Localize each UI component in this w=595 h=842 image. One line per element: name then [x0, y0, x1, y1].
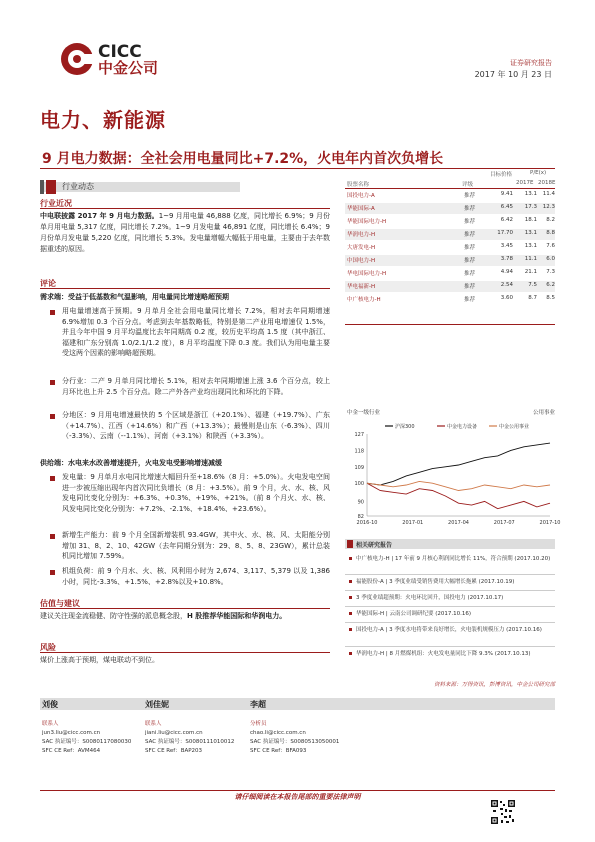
divider [40, 168, 555, 169]
bullet-icon [349, 557, 352, 560]
divider [345, 646, 555, 647]
valuation-text [40, 611, 330, 622]
related-report[interactable] [349, 578, 554, 586]
divider [40, 608, 330, 609]
analyst-email[interactable]: chao.li@cicc.com.cn [250, 730, 306, 736]
x-tick-label: 2017-10 [539, 520, 561, 526]
stock-rating: 推荐 [464, 297, 476, 303]
section-tag: 行业动态 [62, 182, 94, 191]
table-row [345, 190, 555, 201]
y-tick-label: 109 [354, 464, 364, 471]
related-report-text: 福能股份-A | 3 季度业绩受销售费用大幅增长拖累 (2017.10.19) [356, 579, 515, 585]
bullet-icon [50, 380, 55, 385]
bullet-icon [349, 612, 352, 615]
analyst-sfc: SFC CE Ref：BFA093 [250, 748, 307, 754]
legend-label: 中金电力设备 [447, 424, 478, 430]
analyst-email[interactable]: jun3.liu@cicc.com.cn [42, 730, 101, 736]
bullet-icon [349, 580, 352, 583]
table-row [345, 216, 555, 227]
stock-rating: 推荐 [464, 206, 476, 212]
stock-pe-2017: 8.7 [528, 295, 537, 301]
x-tick-label: 2017-04 [448, 520, 469, 526]
stock-name: 华电福新-H [347, 284, 376, 290]
stock-pe-2017: 13.1 [524, 230, 537, 236]
stock-pe-2017: 13.1 [524, 243, 537, 249]
divider [345, 590, 555, 591]
related-report[interactable] [349, 594, 554, 602]
stock-price: 3.78 [500, 256, 513, 262]
bullet-load: 机组负荷：前 9 个月水、火、核、风利用小时为 2,674、3,117、5,379 以及 1,386 小时，同比-3.3%、+1.5%、+2.8%以及+10.8%。 [62, 567, 330, 586]
analyst-sac: SAC 执证编号：S0080513050001 [250, 739, 340, 745]
bullet-icon [50, 414, 55, 419]
related-report[interactable] [349, 555, 554, 563]
related-report[interactable] [349, 626, 554, 634]
related-report-text: 华能国际-H | 云南公司调研纪要 (2017.10.16) [356, 611, 472, 617]
related-heading-mark [347, 540, 353, 548]
stock-name: 华电国际电力-H [347, 271, 387, 277]
legal-notice[interactable]: 请仔细阅读在本报告尾部的重要法律声明 [234, 793, 361, 801]
stock-pe-2018: 6.0 [546, 256, 555, 262]
comment-heading: 评论 [40, 279, 56, 288]
table-header-stock: 股票名称 [347, 182, 370, 188]
bullet-icon [50, 310, 55, 315]
section-tag-mark [40, 180, 44, 194]
divider [345, 622, 555, 623]
doc-type: 证券研究报告 [510, 59, 552, 67]
stock-name: 华能国际电力-H [347, 219, 387, 225]
page-subtitle: 9 月电力数据：全社会用电量同比+7.2%，火电年内首次负增长 [42, 151, 444, 167]
y-tick-label: 127 [354, 432, 364, 438]
stock-name: 中国电力-H [347, 258, 376, 264]
divider [40, 790, 555, 791]
series-line [367, 443, 550, 485]
logo-en: CICC [98, 42, 142, 62]
table-row [345, 281, 555, 292]
supply-subheading: 供给端：水电来水改善增速提升，火电发电受影响增速减缓 [40, 459, 222, 467]
stock-rating: 推荐 [464, 232, 476, 238]
table-header-pe: P/E(x) [530, 170, 547, 176]
bullet-region: 分地区：9 月用电增速最快的 5 个区域是浙江（+20.1%）、福建（+19.7%）、广东（+14.7%）、江西（+14.6%）和广西（+13.3%）；最慢则是山东（-6.3%）、四川（-3.3%）、云南（--1.1%）、河南（+3.1%）和陕西（+3.3%）。 [62, 411, 330, 440]
y-tick-label: 100 [354, 481, 364, 488]
stock-price: 3.45 [500, 243, 513, 249]
valuation-heading: 估值与建议 [40, 599, 80, 608]
table-row [345, 255, 555, 266]
stock-pe-2018: 8.8 [546, 230, 555, 236]
table-header-target: 目标价格 [489, 172, 512, 178]
bullet-capacity: 新增生产能力：前 9 个月全国新增装机 93.4GW，其中火、水、核、风、太阳能分别增加 31、8、2、10、42GW（去年同期分别为：29、8、5、8、23GW），累计总装机同比增加 7.59%。 [62, 531, 330, 560]
analyst-sfc: SFC CE Ref：BAP203 [145, 748, 203, 754]
stock-rating: 推荐 [464, 284, 476, 290]
stock-pe-2018: 8.5 [546, 295, 555, 301]
divider [40, 208, 330, 209]
section-tag-mark-red [46, 180, 56, 194]
series-line [367, 481, 550, 490]
recent-heading: 行业近况 [40, 199, 72, 208]
divider [40, 288, 330, 289]
bullet-icon [50, 570, 55, 575]
legend-label: 中金公用事业 [499, 424, 530, 430]
stock-name: 华能国际-A [347, 206, 375, 212]
stock-price: 6.45 [500, 204, 513, 210]
report-date: 2017 年 10 月 23 日 [474, 70, 552, 79]
bullet-industry: 分行业：二产 9 月单月同比增长 5.1%，相对去年同期增速上涨 3.6 个百分点，较上月环比也上升 2.5 个百分点。除二产外各产业均出现同比和环比的下降。 [62, 377, 330, 396]
analyst-sac: SAC 执证编号：S0080111010012 [145, 739, 235, 745]
stock-rating: 推荐 [464, 258, 476, 264]
analyst-name: 刘佳妮 [145, 700, 169, 709]
stock-name: 中广核电力-H [347, 297, 381, 303]
related-report-text: 3 季度业绩超预期：火电环比回升，国投电力 (2017.10.17) [356, 595, 504, 601]
table-header-2017: 2017E [516, 180, 534, 186]
stock-price: 9.41 [500, 191, 513, 197]
stock-pe-2017: 21.1 [524, 269, 537, 275]
risk-text: 煤价上涨高于预期，煤电联动不到位。 [40, 656, 159, 664]
stock-pe-2017: 13.1 [524, 191, 537, 197]
analyst-role: 分析员 [250, 721, 267, 727]
bullet-usage: 用电量增速高于预期。9 月单月全社会用电量同比增长 7.2%，相对去年同期增速 6.9%增加 0.3 个百分点。考虑到去年基数略低，特别是第二产业用电增速仅 1.5%，并且今年中国 9 月平均温度比去年同期高 0.2 度，较历史平均高 1.5 度（其中浙江、福建和广东分别高 1.0/2.1/1.2 度），8 月平均温度下降 0.3 度。我们认为用电量主要受这两个因素的影响略超预期。 [62, 307, 330, 357]
table-row [345, 268, 555, 279]
recent-body: 1~9 月用电量 46,888 亿度，同比增长 6.9%；9 月份单月用电量 5,317 亿度，同比增长 7.2%。1~9 月发电量 46,891 亿度，同比增长 6.4%；9 月份单月发电量 5,220 亿度，同比增长 5.3%。发电量增幅大幅低于用电量，主要由于去年数据重述的原因。 [40, 212, 330, 253]
stock-name: 国投电力-A [347, 193, 375, 199]
table-divider [345, 188, 555, 189]
bullet-icon [50, 534, 55, 539]
stock-price: 2.54 [500, 282, 513, 288]
table-divider [345, 324, 555, 325]
divider [345, 574, 555, 575]
valuation-text-a: 建议关注现金流稳健、防守性强的派息概念股， [40, 612, 187, 620]
stock-name: 大唐发电-H [347, 245, 376, 251]
analyst-bar [40, 698, 555, 710]
recent-lead: 中电联披露 2017 年 9 月电力数据。 [40, 212, 159, 220]
stock-price: 6.42 [500, 217, 513, 223]
y-tick-label: 90 [357, 499, 364, 506]
page-title: 电力、新能源 [40, 108, 166, 132]
stock-pe-2018: 7.6 [546, 243, 555, 249]
stock-name: 华润电力-H [347, 232, 376, 238]
stock-pe-2018: 12.3 [542, 204, 555, 210]
y-tick-label: 82 [357, 514, 364, 520]
table-row [345, 294, 555, 305]
divider [40, 652, 330, 653]
x-tick-label: 2017-07 [493, 520, 515, 526]
table-row [345, 242, 555, 253]
stock-rating: 推荐 [464, 245, 476, 251]
related-heading: 相关研究报告 [356, 542, 393, 549]
stock-rating: 推荐 [464, 193, 476, 199]
x-tick-label: 2017-01 [402, 520, 424, 526]
table-row [345, 203, 555, 214]
index-performance-chart [345, 420, 561, 528]
analyst-sac: SAC 执证编号：S0080117080030 [42, 739, 132, 745]
stock-pe-2018: 6.2 [546, 282, 555, 288]
x-tick-label: 2016-10 [356, 520, 378, 526]
stock-price: 17.70 [497, 230, 513, 236]
qr-code-icon [490, 799, 516, 825]
stock-price: 4.94 [500, 269, 513, 275]
related-report[interactable] [349, 610, 554, 618]
stock-pe-2018: 8.2 [546, 217, 555, 223]
analyst-name: 李超 [250, 700, 266, 709]
chart-title: 中金一级行业 [347, 410, 381, 416]
recent-paragraph [40, 211, 330, 255]
risk-heading: 风险 [40, 643, 56, 652]
stock-pe-2017: 18.1 [524, 217, 537, 223]
bullet-icon [349, 652, 352, 655]
bullet-icon [349, 596, 352, 599]
bullet-icon [349, 628, 352, 631]
data-source-note: 资料来源：万得资讯，彭博资讯，中金公司研究部 [433, 682, 555, 688]
stock-pe-2017: 7.5 [528, 282, 537, 288]
analyst-role: 联系人 [42, 721, 59, 727]
related-report-text: 中广核电力-H | 17 年前 9 月核心利润同比增长 11%，符合预期 (2017.10.20) [356, 556, 551, 562]
related-report-text: 国投电力-A | 3 季度水电将带来良好增长，火电装机规模压力 (2017.10.16) [356, 627, 542, 633]
chart-source-label: 公用事业 [532, 410, 555, 416]
valuation-text-b: H 股推荐华能国际和华润电力。 [187, 612, 287, 620]
demand-subheading: 需求端：受益于低基数和气温影响，用电量同比增速略超预期 [40, 293, 229, 301]
divider [345, 606, 555, 607]
stock-pe-2017: 11.1 [524, 256, 537, 262]
bullet-icon [50, 476, 55, 481]
stock-pe-2017: 17.3 [524, 204, 537, 210]
legend-label: 沪深300 [395, 424, 415, 430]
table-header-2018: 2018E [538, 180, 556, 186]
related-report[interactable] [349, 650, 554, 658]
cicc-logo-icon [60, 42, 94, 76]
y-tick-label: 118 [354, 448, 364, 455]
stock-rating: 推荐 [464, 271, 476, 277]
stock-pe-2018: 11.4 [542, 191, 555, 197]
table-header-rating: 评级 [462, 182, 474, 188]
stock-rating: 推荐 [464, 219, 476, 225]
analyst-email[interactable]: jiani.liu@cicc.com.cn [145, 730, 203, 736]
stock-price: 3.60 [500, 295, 513, 301]
stock-pe-2018: 7.3 [546, 269, 555, 275]
analyst-sfc: SFC CE Ref：AVM464 [42, 748, 101, 754]
logo-cn: 中金公司 [98, 59, 159, 77]
analyst-name: 刘俊 [42, 700, 58, 709]
company-logo [98, 44, 158, 76]
related-report-text: 华润电力-H | 8 月燃煤机组：火电发电量同比下降 9.3% (2017.10.13) [356, 651, 531, 657]
table-row [345, 229, 555, 240]
analyst-role: 联系人 [145, 721, 162, 727]
bullet-generation: 发电量：9 月单月水电同比增速大幅回升至+18.6%（8 月：+5.0%）。火电发电空间进一步被压缩出现年内首次同比负增长（8 月：+3.5%）。前 9 个月，火、水、核、风发电同比变化分别为：+6.3%、+0.3%、+19%、+21%。（前 8 个月火、水、核、风发电同比变化分别为：+7.2%、-2.1%、+18.4%、+23.6%）。 [62, 473, 330, 513]
